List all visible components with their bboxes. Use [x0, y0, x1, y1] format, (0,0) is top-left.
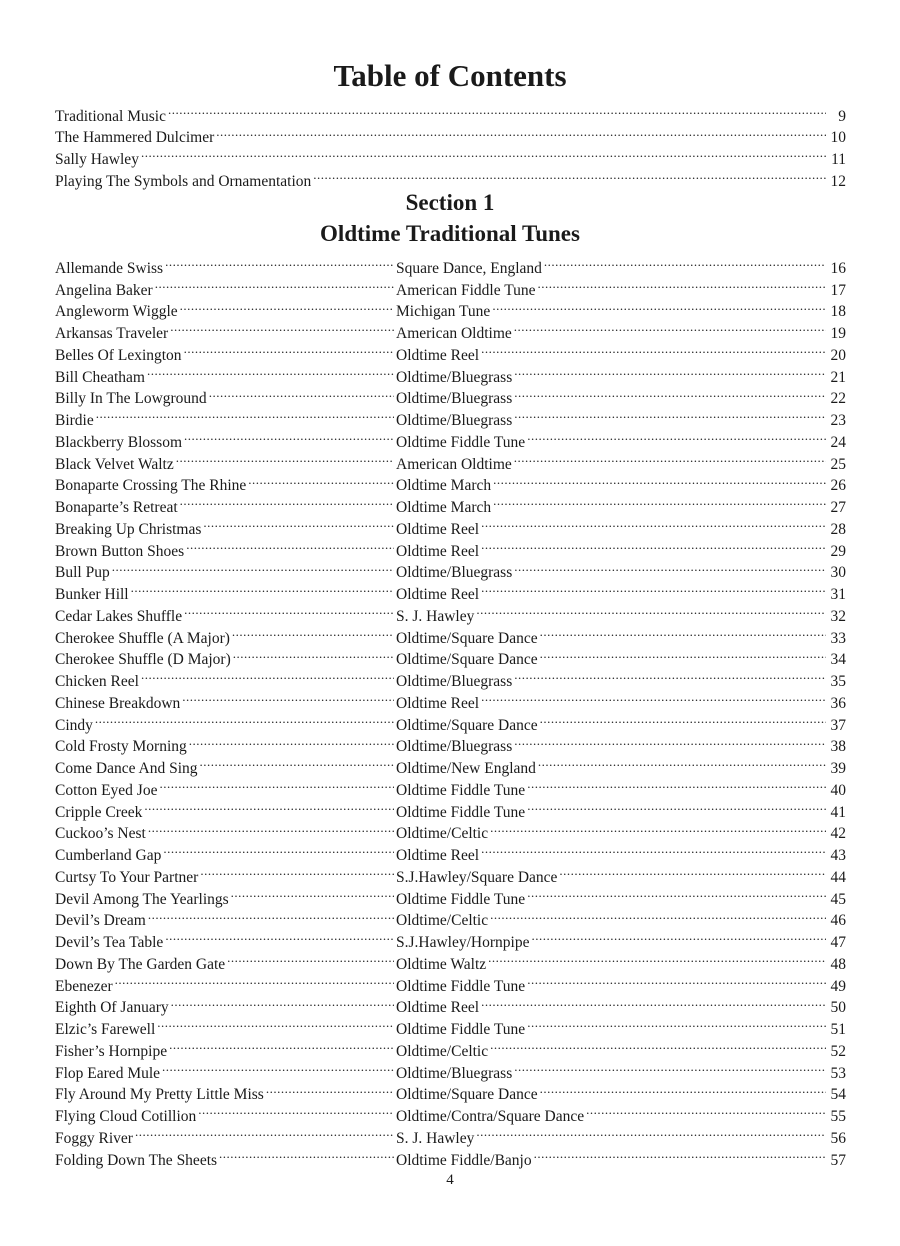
- dot-leader: [96, 403, 394, 425]
- tune-entry[interactable]: [55, 947, 846, 973]
- toc-entry[interactable]: [55, 142, 846, 169]
- dot-leader: [163, 838, 394, 860]
- tune-page: 18: [830, 303, 846, 321]
- dot-leader: [540, 621, 826, 643]
- tune-entry[interactable]: [55, 817, 846, 843]
- tune-entry[interactable]: [55, 338, 846, 364]
- dot-leader: [144, 795, 394, 817]
- page-number: 4: [446, 1172, 454, 1188]
- dot-leader: [481, 838, 826, 860]
- dot-leader: [148, 904, 394, 926]
- tune-entry[interactable]: [55, 251, 846, 277]
- tune-name: Devil’s Dream: [55, 912, 146, 930]
- dot-leader: [184, 599, 394, 621]
- tune-name: Black Velvet Waltz: [55, 455, 174, 473]
- tune-name: Ebenezer: [55, 977, 113, 995]
- tune-type: S.J.Hawley/Hornpipe: [396, 934, 530, 951]
- tune-page: 26: [830, 477, 846, 495]
- tune-type: Oldtime Reel: [396, 520, 480, 538]
- tune-type: S. J. Hawley: [396, 1129, 475, 1147]
- tune-type: Square Dance, England: [396, 259, 542, 277]
- tune-name: Bill Cheatham: [55, 368, 145, 386]
- tune-entry[interactable]: [55, 1012, 846, 1038]
- dot-leader: [227, 947, 394, 969]
- tune-name: Allemande Swiss: [55, 259, 164, 277]
- tune-type: Oldtime/Bluegrass: [396, 368, 513, 386]
- tune-entry[interactable]: [55, 512, 846, 538]
- dot-leader: [162, 1056, 394, 1078]
- tune-type: Oldtime/Square Dance: [396, 1086, 538, 1104]
- tune-page: 36: [830, 694, 846, 712]
- dot-leader: [168, 99, 826, 121]
- section-number: Section 1: [405, 190, 495, 215]
- dot-leader: [527, 1012, 826, 1034]
- tune-name: Blackberry Blossom: [55, 433, 182, 451]
- tune-page: 50: [830, 999, 846, 1017]
- dot-leader: [200, 860, 394, 882]
- tune-entry[interactable]: [55, 643, 846, 669]
- tune-type: S. J. Hawley: [396, 607, 475, 625]
- tune-name: Elzic’s Farewell: [55, 1021, 156, 1038]
- tune-page: 55: [830, 1108, 846, 1125]
- dot-leader: [490, 1034, 826, 1056]
- tune-type: Oldtime Fiddle/Banjo: [396, 1151, 532, 1169]
- tune-type: Oldtime/Square Dance: [396, 716, 538, 734]
- tune-page: 16: [830, 259, 846, 277]
- tune-entry[interactable]: [55, 664, 846, 690]
- tune-entry[interactable]: [55, 730, 846, 756]
- tune-name: Cuckoo’s Nest: [55, 825, 146, 843]
- tune-type: Oldtime Fiddle Tune: [396, 781, 526, 799]
- dot-leader: [200, 751, 395, 773]
- tune-name: Cumberland Gap: [55, 847, 162, 864]
- tune-entry[interactable]: [55, 295, 846, 321]
- tune-page: 43: [830, 847, 846, 864]
- dot-leader: [155, 273, 394, 295]
- dot-leader: [186, 534, 394, 556]
- tune-page: 33: [830, 629, 846, 647]
- tune-name: Belles Of Lexington: [55, 346, 182, 364]
- tune-entry[interactable]: [55, 708, 846, 734]
- tune-entry[interactable]: [55, 860, 846, 886]
- tune-entry[interactable]: [55, 469, 846, 495]
- tune-entry[interactable]: [55, 991, 846, 1017]
- tune-entry[interactable]: [55, 1143, 846, 1169]
- dot-leader: [514, 447, 826, 469]
- tune-type: Oldtime/Bluegrass: [396, 390, 513, 408]
- tune-page: 35: [830, 673, 846, 690]
- tune-entry[interactable]: [55, 403, 846, 429]
- tune-name: Cotton Eyed Joe: [55, 781, 158, 799]
- intro-list: [55, 99, 846, 190]
- dot-leader: [170, 316, 394, 338]
- tune-entry[interactable]: [55, 534, 846, 560]
- dot-leader: [219, 1143, 394, 1165]
- dot-leader: [538, 751, 826, 773]
- tune-entry[interactable]: [55, 556, 846, 582]
- dot-leader: [481, 534, 826, 556]
- tune-name: Billy In The Lowground: [55, 390, 207, 408]
- dot-leader: [141, 142, 826, 164]
- tune-name: Bunker Hill: [55, 586, 129, 603]
- tune-type: Oldtime/Bluegrass: [396, 673, 513, 690]
- toc-entry-label: Traditional Music: [55, 107, 166, 125]
- tune-name: Chinese Breakdown: [55, 694, 181, 712]
- dot-leader: [233, 643, 394, 665]
- dot-leader: [527, 882, 826, 904]
- tune-type: Oldtime/Bluegrass: [396, 738, 513, 756]
- tune-name-cell: [55, 1143, 396, 1172]
- tune-entry[interactable]: [55, 969, 846, 995]
- tune-type: Oldtime Fiddle Tune: [396, 803, 526, 821]
- tune-entry[interactable]: [55, 1121, 846, 1147]
- tune-list: [55, 251, 846, 1169]
- dot-leader: [148, 817, 394, 839]
- tune-type: Oldtime/Celtic: [396, 825, 489, 843]
- dot-leader: [176, 447, 394, 469]
- dot-leader: [514, 360, 826, 382]
- dot-leader: [527, 773, 826, 795]
- tune-type: Oldtime Fiddle Tune: [396, 433, 526, 451]
- tune-page: 37: [830, 716, 846, 734]
- tune-entry[interactable]: [55, 447, 846, 473]
- tune-name: Flop Eared Mule: [55, 1064, 161, 1082]
- dot-leader: [135, 1121, 394, 1143]
- dot-leader: [171, 991, 394, 1013]
- dot-leader: [481, 512, 826, 534]
- tune-type: Oldtime Fiddle Tune: [396, 890, 526, 908]
- tune-type: Oldtime Fiddle Tune: [396, 1021, 526, 1038]
- dot-leader: [514, 382, 826, 404]
- tune-page: 39: [830, 760, 846, 777]
- dot-leader: [586, 1099, 826, 1121]
- dot-leader: [534, 1143, 826, 1165]
- tune-name: Brown Button Shoes: [55, 542, 185, 560]
- dot-leader: [248, 469, 394, 491]
- dot-leader: [531, 925, 826, 947]
- tune-type: Oldtime/Bluegrass: [396, 564, 513, 582]
- dot-leader: [559, 860, 826, 882]
- tune-type: Oldtime/Bluegrass: [396, 412, 513, 429]
- tune-name: Cherokee Shuffle (D Major): [55, 651, 231, 669]
- tune-type: Michigan Tune: [396, 303, 491, 321]
- tune-name: Cedar Lakes Shuffle: [55, 607, 183, 625]
- tune-name: Fly Around My Pretty Little Miss: [55, 1086, 264, 1104]
- tune-entry[interactable]: [55, 316, 846, 342]
- dot-leader: [476, 599, 826, 621]
- tune-page: 52: [830, 1042, 846, 1060]
- tune-name: Devil Among The Yearlings: [55, 890, 229, 908]
- dot-leader: [180, 295, 394, 317]
- dot-leader: [492, 295, 826, 317]
- tune-entry[interactable]: [55, 599, 846, 625]
- tune-page: 46: [830, 912, 846, 930]
- tune-name: Breaking Up Christmas: [55, 520, 202, 538]
- tune-type: Oldtime/Celtic: [396, 1042, 489, 1060]
- tune-name: Bonaparte’s Retreat: [55, 499, 178, 516]
- tune-page: 23: [830, 412, 846, 429]
- tune-name: Cold Frosty Morning: [55, 738, 187, 756]
- tune-page: 31: [830, 586, 846, 603]
- dot-leader: [131, 577, 394, 599]
- dot-leader: [476, 1121, 826, 1143]
- tune-page: 45: [830, 890, 846, 908]
- tune-name: Cherokee Shuffle (A Major): [55, 629, 230, 647]
- tune-page: 40: [830, 781, 846, 799]
- dot-leader: [540, 1078, 826, 1100]
- tune-type: Oldtime/Bluegrass: [396, 1064, 513, 1082]
- tune-name: Devil’s Tea Table: [55, 934, 164, 951]
- dot-leader: [209, 382, 394, 404]
- dot-leader: [493, 469, 826, 491]
- tune-page: 20: [830, 346, 846, 364]
- dot-leader: [112, 556, 394, 578]
- tune-page: 21: [830, 368, 846, 386]
- dot-leader: [527, 969, 826, 991]
- tune-page: 41: [830, 803, 846, 821]
- tune-type: Oldtime Reel: [396, 847, 480, 864]
- toc-entry-page: 9: [838, 107, 846, 125]
- tune-page: 24: [830, 433, 846, 451]
- toc-entry-label: Sally Hawley: [55, 151, 139, 169]
- dot-leader: [232, 621, 394, 643]
- tune-name: Down By The Garden Gate: [55, 955, 226, 973]
- tune-page: 29: [830, 542, 846, 560]
- tune-entry[interactable]: [55, 795, 846, 821]
- dot-leader: [540, 708, 826, 730]
- tune-page: 49: [830, 977, 846, 995]
- dot-leader: [165, 925, 394, 947]
- tune-page: 27: [830, 499, 846, 516]
- dot-leader: [165, 251, 394, 273]
- toc-entry-label: Playing The Symbols and Ornamentation: [55, 172, 312, 190]
- tune-page: 47: [830, 934, 846, 951]
- page-title: Table of Contents: [333, 58, 567, 93]
- tune-type: Oldtime March: [396, 477, 492, 495]
- tune-type: Oldtime March: [396, 499, 492, 516]
- tune-name: Curtsy To Your Partner: [55, 868, 199, 886]
- tune-page: 17: [830, 281, 846, 299]
- tune-type: Oldtime/New England: [396, 760, 536, 777]
- dot-leader: [514, 730, 826, 752]
- dot-leader: [481, 338, 826, 360]
- tune-entry[interactable]: [55, 1099, 846, 1125]
- tune-type: Oldtime Reel: [396, 694, 480, 712]
- dot-leader: [490, 904, 826, 926]
- tune-entry[interactable]: [55, 686, 846, 712]
- tune-name: Angleworm Wiggle: [55, 303, 178, 321]
- dot-leader: [115, 969, 394, 991]
- dot-leader: [538, 273, 827, 295]
- tune-name: Angelina Baker: [55, 281, 153, 299]
- tune-page: 44: [830, 868, 846, 886]
- tune-entry[interactable]: [55, 577, 846, 603]
- tune-entry[interactable]: [55, 1056, 846, 1082]
- tune-page: 30: [830, 564, 846, 582]
- dot-leader: [182, 686, 394, 708]
- section-title: Oldtime Traditional Tunes: [320, 221, 580, 246]
- tune-name: Come Dance And Sing: [55, 760, 198, 777]
- tune-type: Oldtime/Square Dance: [396, 651, 538, 669]
- tune-page: 32: [830, 607, 846, 625]
- tune-entry[interactable]: [55, 273, 846, 299]
- tune-page: 57: [830, 1151, 846, 1169]
- dot-leader: [184, 338, 394, 360]
- tune-name: Flying Cloud Cotillion: [55, 1108, 197, 1125]
- dot-leader: [527, 795, 826, 817]
- tune-entry[interactable]: [55, 425, 846, 451]
- dot-leader: [544, 251, 826, 273]
- dot-leader: [493, 490, 826, 512]
- tune-entry[interactable]: [55, 1034, 846, 1060]
- tune-type-cell: [396, 1143, 846, 1172]
- tune-page: 53: [830, 1064, 846, 1082]
- dot-leader: [266, 1078, 394, 1100]
- toc-entry-label: The Hammered Dulcimer: [55, 129, 215, 147]
- tune-entry[interactable]: [55, 360, 846, 386]
- dot-leader: [481, 686, 826, 708]
- dot-leader: [481, 577, 826, 599]
- dot-leader: [540, 643, 826, 665]
- tune-page: 48: [830, 955, 846, 973]
- tune-type: Oldtime Reel: [396, 346, 480, 364]
- dot-leader: [216, 121, 826, 143]
- dot-leader: [488, 947, 826, 969]
- tune-name: Cripple Creek: [55, 803, 143, 821]
- tune-entry[interactable]: [55, 490, 846, 516]
- tune-type: Oldtime/Square Dance: [396, 629, 538, 647]
- tune-name: Cindy: [55, 716, 93, 734]
- dot-leader: [514, 556, 826, 578]
- tune-name: Arkansas Traveler: [55, 325, 169, 342]
- dot-leader: [514, 316, 826, 338]
- dot-leader: [184, 425, 394, 447]
- tune-entry[interactable]: [55, 838, 846, 864]
- tune-page: 42: [830, 825, 846, 843]
- tune-name: Bonaparte Crossing The Rhine: [55, 477, 247, 495]
- dot-leader: [481, 991, 826, 1013]
- tune-type: Oldtime Waltz: [396, 955, 487, 973]
- tune-page: 19: [830, 325, 846, 342]
- dot-leader: [231, 882, 394, 904]
- tune-entry[interactable]: [55, 1078, 846, 1104]
- dot-leader: [169, 1034, 394, 1056]
- dot-leader: [527, 425, 826, 447]
- tune-type: American Oldtime: [396, 455, 512, 473]
- toc-entry[interactable]: [55, 121, 846, 147]
- dot-leader: [313, 164, 826, 186]
- tune-name: Fisher’s Hornpipe: [55, 1042, 168, 1060]
- dot-leader: [514, 403, 826, 425]
- tune-entry[interactable]: [55, 773, 846, 799]
- tune-type: Oldtime Reel: [396, 542, 480, 560]
- dot-leader: [514, 664, 826, 686]
- tune-type: Oldtime/Contra/Square Dance: [396, 1108, 585, 1125]
- dot-leader: [157, 1012, 394, 1034]
- tune-entry[interactable]: [55, 904, 846, 930]
- toc-entry[interactable]: [55, 164, 846, 190]
- tune-page: 51: [830, 1021, 846, 1038]
- tune-name: Foggy River: [55, 1129, 133, 1147]
- tune-page: 54: [830, 1086, 846, 1104]
- dot-leader: [95, 708, 394, 730]
- tune-entry[interactable]: [55, 751, 846, 777]
- toc-entry[interactable]: [55, 99, 846, 125]
- tune-page: 22: [830, 390, 846, 408]
- dot-leader: [490, 817, 826, 839]
- tune-type: Oldtime/Celtic: [396, 912, 489, 930]
- toc-entry-page: 12: [830, 172, 846, 190]
- dot-leader: [147, 360, 394, 382]
- dot-leader: [141, 664, 394, 686]
- toc-entry-page: 10: [830, 129, 846, 147]
- toc-entry-page: 11: [831, 151, 846, 169]
- tune-page: 28: [830, 520, 846, 538]
- dot-leader: [203, 512, 394, 534]
- tune-type: S.J.Hawley/Square Dance: [396, 868, 558, 886]
- dot-leader: [159, 773, 394, 795]
- tune-type: Oldtime Reel: [396, 999, 480, 1017]
- tune-name: Eighth Of January: [55, 999, 169, 1017]
- dot-leader: [198, 1099, 394, 1121]
- tune-page: 38: [830, 738, 846, 756]
- tune-page: 56: [830, 1129, 846, 1147]
- tune-type: American Oldtime: [396, 325, 512, 342]
- tune-type: American Fiddle Tune: [396, 281, 536, 299]
- tune-name: Chicken Reel: [55, 673, 139, 690]
- tune-entry[interactable]: [55, 382, 846, 408]
- tune-type: Oldtime Reel: [396, 586, 480, 603]
- tune-entry[interactable]: [55, 882, 846, 908]
- dot-leader: [189, 730, 394, 752]
- tune-page: 34: [830, 651, 846, 669]
- tune-entry[interactable]: [55, 621, 846, 647]
- dot-leader: [180, 490, 394, 512]
- tune-name: Birdie: [55, 412, 94, 429]
- tune-entry[interactable]: [55, 925, 846, 951]
- tune-name: Bull Pup: [55, 564, 110, 582]
- tune-page: 25: [830, 455, 846, 473]
- tune-name: Folding Down The Sheets: [55, 1151, 218, 1169]
- tune-type: Oldtime Fiddle Tune: [396, 977, 526, 995]
- dot-leader: [514, 1056, 826, 1078]
